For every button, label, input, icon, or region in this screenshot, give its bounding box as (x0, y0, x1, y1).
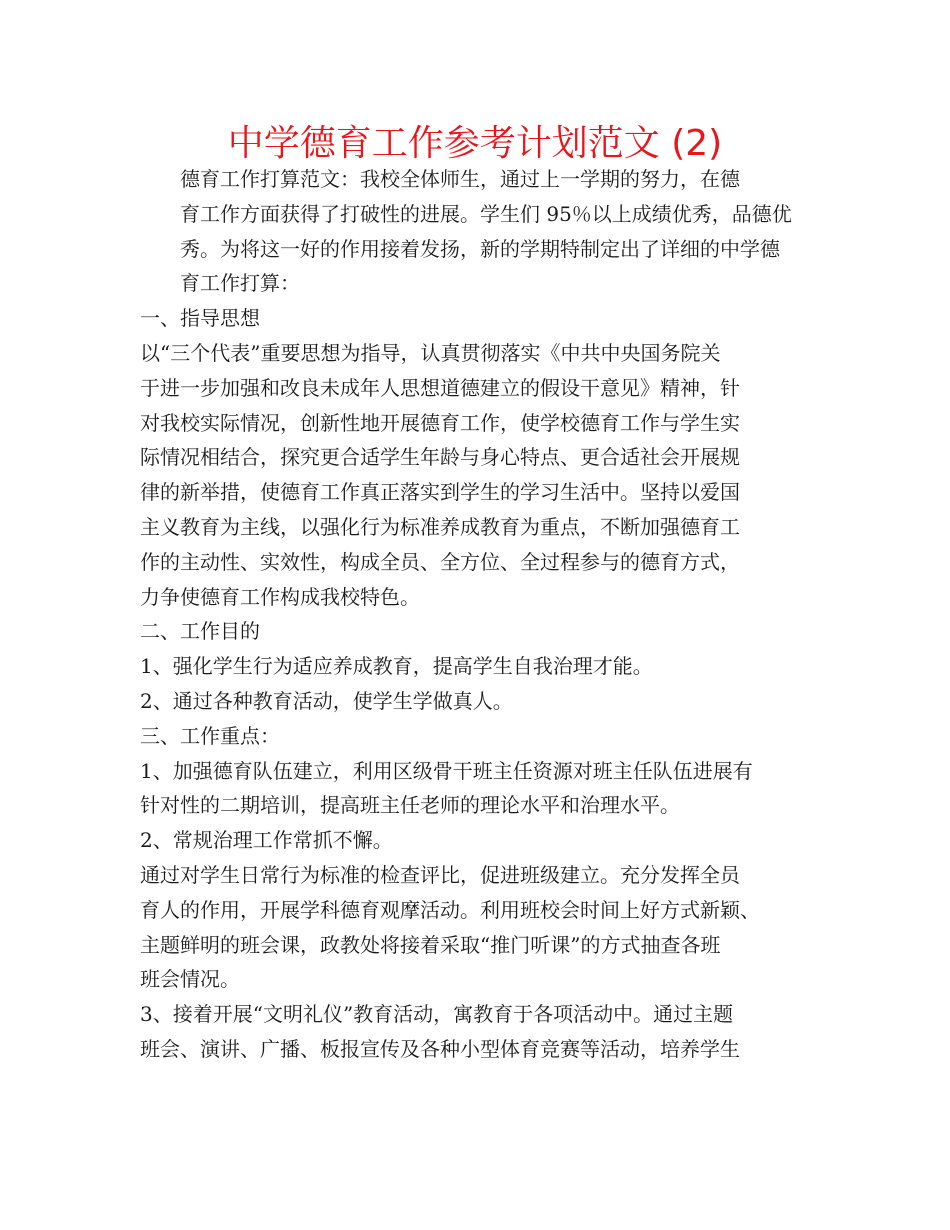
paragraph (140, 614, 830, 649)
text-line: 秀。为将这一好的作用接着发扬，新的学期特制定出了详细的中学德 (180, 236, 780, 261)
text-line: 主题鲜明的班会课，政教处将接着采取“推门听课”的方式抽查各班 (140, 932, 721, 957)
paragraph (140, 858, 830, 997)
text-line: 育工作方面获得了打破性的进展。学生们 95％以上成绩优秀，品德优 (180, 201, 792, 226)
paragraph (140, 997, 830, 1067)
text-line: 一、指导思想 (140, 306, 260, 331)
paragraph (140, 336, 830, 614)
text-line: 于进一步加强和改良未成年人思想道德建立的假设干意见》精神，针 (140, 375, 740, 400)
text-line: 主义教育为主线，以强化行为标准养成教育为重点，不断加强德育工 (140, 514, 740, 539)
text-line: 通过对学生日常行为标准的检查评比，促进班级建立。充分发挥全员 (140, 862, 740, 887)
text-line: 力争使德育工作构成我校特色。 (140, 584, 420, 609)
document-body (140, 162, 830, 1067)
text-line: 1、强化学生行为适应养成教育，提高学生自我治理才能。 (140, 654, 653, 679)
paragraph (140, 301, 830, 336)
text-line: 2、常规治理工作常抓不懈。 (140, 828, 393, 853)
text-line: 以“三个代表”重要思想为指导，认真贯彻落实《中共中央国务院关 (140, 340, 721, 365)
text-line: 律的新举措，使德育工作真正落实到学生的学习生活中。坚持以爱国 (140, 480, 740, 505)
text-line: 育人的作用，开展学科德育观摩活动。利用班校会时间上好方式新颖、 (140, 897, 760, 922)
text-line: 对我校实际情况，创新性地开展德育工作，使学校德育工作与学生实 (140, 410, 740, 435)
text-line: 德育工作打算范文：我校全体师生，通过上一学期的努力，在德 (180, 167, 740, 191)
text-line: 1、加强德育队伍建立，利用区级骨干班主任资源对班主任队伍进展有 (140, 758, 753, 783)
text-line: 育工作打算： (180, 271, 300, 296)
paragraph (140, 649, 830, 684)
paragraph (140, 823, 830, 858)
paragraph (140, 162, 830, 301)
text-line: 班会情况。 (140, 967, 240, 992)
text-line: 3、接着开展“文明礼仪”教育活动，寓教育于各项活动中。通过主题 (140, 1002, 734, 1027)
paragraph (140, 719, 830, 754)
paragraph (140, 754, 830, 824)
paragraph (140, 684, 830, 719)
text-line: 二、工作目的 (140, 619, 260, 644)
text-line: 2、通过各种教育活动，使学生学做真人。 (140, 688, 513, 713)
text-line: 班会、演讲、广播、板报宣传及各种小型体育竞赛等活动，培养学生 (140, 1036, 740, 1061)
text-line: 作的主动性、实效性，构成全员、全方位、全过程参与的德育方式， (140, 549, 740, 574)
text-line: 三、工作重点： (140, 723, 280, 748)
text-line: 际情况相结合，探究更合适学生年龄与身心特点、更合适社会开展规 (140, 445, 740, 470)
document-title: 中学德育工作参考计划范文 (2) (227, 123, 723, 164)
text-line: 针对性的二期培训，提高班主任老师的理论水平和治理水平。 (140, 793, 680, 818)
